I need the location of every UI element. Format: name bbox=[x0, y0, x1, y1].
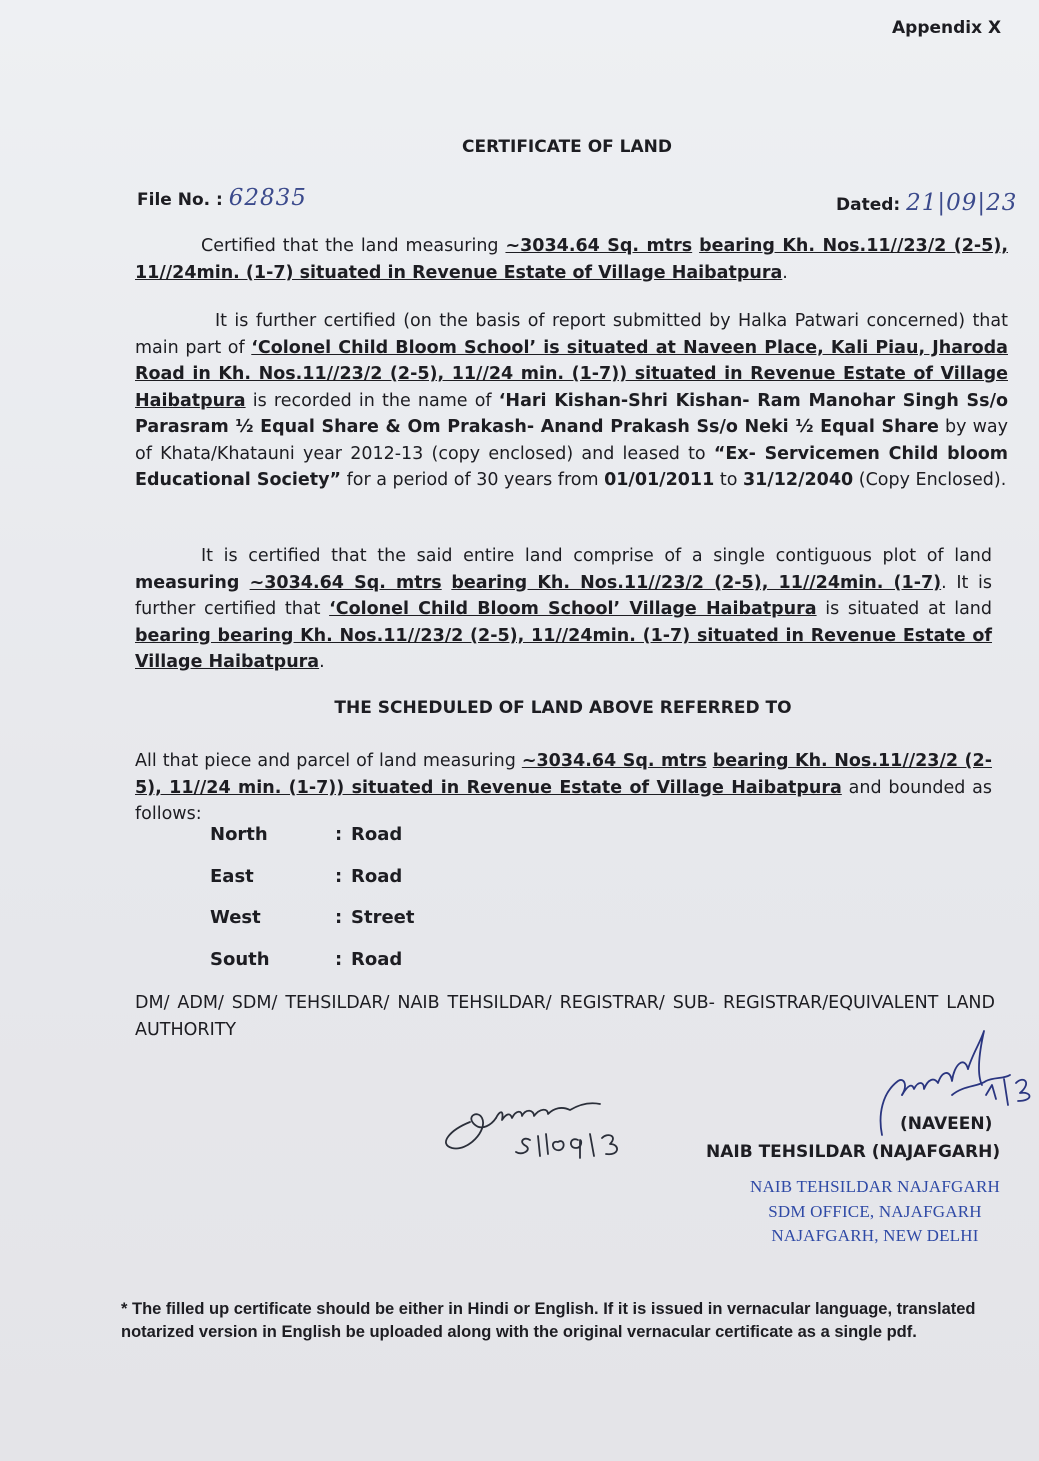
lease-start: 01/01/2011 bbox=[604, 470, 715, 490]
school-location: ‘Colonel Child Bloom School’ is situated at Naveen Place, Kali Piau, Jharoda Road in Kh. Nos.11//23/2 (2-5), 11//24 min. (1-7)) situated in Revenue Estate of Village Haibatpura bbox=[135, 337, 1008, 411]
text: by way of Khata/Khatauni year 2012-13 (copy enclosed) and leased to bbox=[135, 417, 1009, 464]
date-value: 21|09|23 bbox=[906, 190, 1018, 216]
text: . It is further certified that bbox=[135, 572, 992, 619]
date-field bbox=[836, 190, 1017, 216]
lease-end: 31/12/2040 bbox=[742, 470, 854, 490]
signatory-designation: NAIB TEHSILDAR (NAJAFGARH) bbox=[706, 1142, 1001, 1162]
authority-line: DM/ ADM/ SDM/ TEHSILDAR/ NAIB TEHSILDAR/ REGISTRAR/ SUB- REGISTRAR/EQUIVALENT LAND AUTHORITY bbox=[135, 993, 995, 1040]
date-label: Dated: bbox=[836, 195, 901, 215]
paragraph-schedule bbox=[135, 748, 992, 828]
boundary-value: Road bbox=[351, 948, 403, 970]
text: to bbox=[714, 470, 743, 490]
text: It is further certified (on the basis of report submitted by Halka Patwari concerned) that main part of bbox=[135, 311, 1008, 358]
land-area: ~3034.64 Sq. mtrs bbox=[521, 751, 707, 771]
footnote: * The filled up certificate should be either in Hindi or English. If it is issued in vernacular language, translated notarized version in English be uploaded along with the original vernacular certificate as a single pdf. bbox=[121, 1300, 976, 1341]
boundary-direction: East bbox=[210, 865, 254, 887]
office-stamp-line: NAIB TEHSILDAR NAJAFGARH bbox=[749, 1177, 1001, 1196]
khasra-details: bearing bearing Kh. Nos.11//23/2 (2-5), 11//24min. (1-7) situated in Revenue Estate of Village Haibatpura bbox=[135, 625, 992, 672]
khasra-details: bearing Kh. Nos.11//23/2 (2-5), 11//24min. (1-7) situated in Revenue Estate of Village Haibatpura bbox=[135, 236, 1008, 283]
appendix-label: Appendix X bbox=[892, 18, 1002, 38]
text: All that piece and parcel of land measuring bbox=[135, 751, 522, 771]
text: for a period of 30 years from bbox=[341, 470, 605, 490]
office-stamp-line: SDM OFFICE, NAJAFGARH bbox=[768, 1202, 982, 1221]
text: is situated at land bbox=[816, 599, 992, 619]
boundary-direction: West bbox=[210, 907, 261, 928]
boundaries-list bbox=[210, 824, 414, 990]
boundary-direction: South bbox=[210, 948, 270, 970]
boundary-value: Street bbox=[351, 907, 415, 928]
boundary-south: South : Road bbox=[210, 949, 414, 991]
text: is recorded in the name of bbox=[245, 390, 499, 411]
boundary-east: East : Road bbox=[210, 866, 414, 908]
boundary-direction: North bbox=[210, 824, 268, 845]
paragraph-further-certified bbox=[135, 308, 1008, 494]
khasra-details: bearing Kh. Nos.11//23/2 (2-5), 11//24 min. (1-7)) situated in Revenue Estate of Village Haibatpura bbox=[135, 751, 992, 798]
schedule-title: THE SCHEDULED OF LAND ABOVE REFERRED TO bbox=[334, 698, 792, 718]
boundary-value: Road bbox=[351, 865, 403, 887]
text bbox=[442, 573, 452, 593]
boundary-value: Road bbox=[351, 824, 403, 845]
boundary-west: West : Street bbox=[210, 907, 414, 949]
office-stamp-line: NAJAFGARH, NEW DELHI bbox=[771, 1226, 979, 1245]
land-area: ~3034.64 Sq. mtrs bbox=[505, 236, 693, 256]
file-number-label: File No. : bbox=[137, 190, 223, 210]
text: It is certified that the said entire land comprise of a single contiguous plot of land bbox=[201, 546, 992, 566]
file-number-value: 62835 bbox=[228, 185, 307, 211]
owner-names: ‘Hari Kishan-Shri Kishan- Ram Manohar Singh Ss/o Parasram ½ Equal Share & Om Prakash- Anand Prakash Ss/o Neki ½ Equal Share bbox=[135, 390, 1008, 437]
file-number bbox=[137, 185, 307, 211]
sharma-signature bbox=[430, 1080, 640, 1170]
lessee-name: “Ex- Servicemen Child bloom Educational Society” bbox=[135, 443, 1008, 490]
signatory-name: (NAVEEN) bbox=[900, 1114, 993, 1134]
text: Certified that the land measuring bbox=[201, 236, 506, 256]
paragraph-contiguous-plot bbox=[135, 543, 992, 676]
school-name: ‘Colonel Child Bloom School’ Village Haibatpura bbox=[329, 599, 817, 619]
text: and bounded as follows: bbox=[135, 777, 993, 824]
text: . bbox=[782, 262, 788, 283]
paragraph-certified bbox=[135, 233, 1008, 286]
page-title: CERTIFICATE OF LAND bbox=[461, 137, 673, 157]
text: . bbox=[319, 652, 325, 672]
text: (Copy Enclosed). bbox=[853, 470, 1007, 490]
khasra-details: bearing Kh. Nos.11//23/2 (2-5), 11//24min. (1-7) bbox=[451, 572, 942, 593]
boundary-north: North : Road bbox=[210, 824, 414, 866]
land-area: ~3034.64 Sq. mtrs bbox=[249, 572, 442, 593]
text: measuring bbox=[135, 572, 250, 593]
